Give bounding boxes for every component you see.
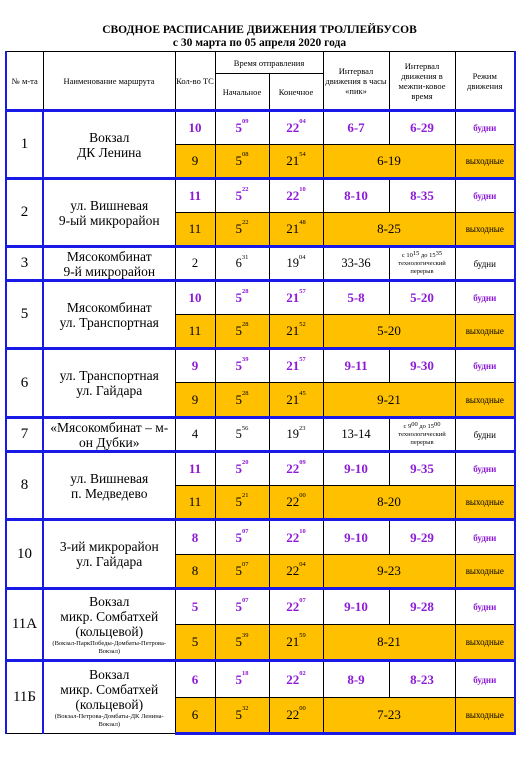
route-path-note: (Вокзал-ПаркПобеды-Домбаты-Петрова-Вокзал) — [52, 639, 167, 655]
schedule-title: СВОДНОЕ РАСПИСАНИЕ ДВИЖЕНИЯ ТРОЛЛЕЙБУСОВ — [102, 24, 417, 36]
peak-interval: 6-7 — [323, 111, 389, 145]
time-minutes: 04 — [299, 561, 306, 568]
vehicle-count: 11 — [175, 315, 215, 349]
time-minutes: 22 — [242, 186, 249, 193]
time-minutes: 21 — [242, 492, 249, 499]
time-hours: 21 — [286, 221, 300, 236]
time-minutes: 31 — [241, 254, 249, 261]
vehicle-count: 9 — [175, 383, 215, 418]
route-row-weekday — [6, 179, 515, 213]
time-minutes: 08 — [242, 151, 249, 158]
offpeak-interval: 6-29 — [389, 111, 455, 145]
end-time — [269, 315, 323, 349]
start-time — [215, 145, 269, 179]
end-time — [269, 452, 323, 486]
time-hours: 22 — [286, 461, 300, 476]
end-time — [269, 698, 323, 734]
time-minutes: 10 — [299, 186, 306, 193]
route-name — [43, 452, 175, 520]
break-note-text: технологический перерыв — [398, 259, 446, 275]
route-number: 11Б — [6, 661, 43, 734]
end-time — [269, 213, 323, 247]
offpeak-interval: 9-35 — [389, 452, 455, 486]
time-hours: 5 — [235, 529, 242, 545]
route-name-line: Вокзал — [89, 129, 130, 145]
start-time — [215, 349, 269, 383]
vehicle-count: 6 — [175, 661, 215, 698]
start-time — [215, 520, 269, 555]
route-name-line: ул. Вишневая — [70, 470, 149, 486]
time-hours: 22 — [286, 494, 300, 509]
start-time — [215, 281, 269, 315]
route-row-plain — [6, 247, 515, 281]
header-peak: Интервал движения в часы «пик» — [323, 52, 389, 111]
route-number: 5 — [6, 281, 43, 349]
vehicle-count: 6 — [175, 698, 215, 734]
end-time — [269, 418, 323, 452]
route-name-line: Мясокомбинат — [66, 299, 152, 315]
start-time — [215, 111, 269, 145]
break-note-to-min: 35 — [435, 249, 443, 257]
end-time — [269, 486, 323, 520]
interval: 9-23 — [323, 555, 455, 589]
end-time — [269, 349, 323, 383]
mode: будни — [455, 589, 515, 625]
peak-interval: 9-11 — [323, 349, 389, 383]
route-name-line: 3-ий микрорайон — [59, 539, 159, 554]
vehicle-count: 9 — [175, 349, 215, 383]
route-name — [43, 520, 175, 589]
route-number: 2 — [6, 179, 43, 247]
time-hours: 5 — [235, 188, 242, 203]
time-hours: 21 — [286, 323, 300, 338]
route-name-line: ул. Вишневая — [70, 197, 149, 213]
start-time — [215, 213, 269, 247]
mode: будни — [455, 661, 515, 698]
time-hours: 5 — [235, 461, 242, 476]
time-hours: 5 — [235, 391, 242, 407]
route-name-line: 9-й микрорайон — [63, 263, 156, 279]
route-name-line: Вокзал — [89, 666, 130, 682]
route-name — [43, 661, 175, 734]
interval: 7-23 — [323, 698, 455, 734]
break-note — [389, 247, 455, 281]
time-minutes: 39 — [242, 356, 249, 363]
route-name-line: микр. Сомбатхей — [60, 681, 159, 697]
route-number: 11А — [6, 589, 43, 661]
mode: выходные — [455, 486, 515, 520]
header-row — [6, 52, 515, 74]
mode: выходные — [455, 315, 515, 349]
time-hours: 21 — [286, 358, 300, 373]
time-minutes: 32 — [242, 705, 249, 712]
vehicle-count: 9 — [175, 145, 215, 179]
route-row-weekday — [6, 111, 515, 145]
route-name — [43, 349, 175, 418]
mode: будни — [455, 418, 515, 452]
start-time — [215, 315, 269, 349]
end-time — [269, 555, 323, 589]
route-name — [43, 179, 175, 247]
time-hours: 22 — [286, 188, 300, 203]
route-name-line: он Дубки» — [78, 434, 140, 450]
mode: выходные — [455, 213, 515, 247]
time-hours: 5 — [235, 494, 242, 509]
time-minutes: 00 — [299, 705, 306, 712]
mode: будни — [455, 247, 515, 281]
start-time — [215, 555, 269, 589]
route-row-weekday — [6, 589, 515, 625]
interval: 8-20 — [323, 486, 455, 520]
start-time — [215, 179, 269, 213]
mode: будни — [455, 179, 515, 213]
start-time — [215, 661, 269, 698]
vehicle-count: 8 — [175, 520, 215, 555]
peak-interval: 9-10 — [323, 520, 389, 555]
time-hours: 22 — [286, 707, 300, 722]
header-count: Кол-во ТС — [175, 52, 215, 111]
end-time — [269, 145, 323, 179]
break-note-to-min: 00 — [434, 420, 441, 428]
route-number: 8 — [6, 452, 43, 520]
route-name-line: 9-ый микрорайон — [58, 212, 160, 228]
time-hours: 22 — [286, 599, 300, 614]
time-hours: 21 — [286, 153, 300, 168]
time-hours: 5 — [235, 563, 242, 578]
time-minutes: 22 — [242, 219, 249, 226]
header-end: Конечное — [269, 74, 323, 111]
time-minutes: 07 — [242, 527, 249, 535]
vehicle-count: 11 — [175, 213, 215, 247]
mode: выходные — [455, 145, 515, 179]
peak-interval: 9-10 — [323, 452, 389, 486]
time-minutes: 39 — [242, 632, 249, 639]
time-hours: 21 — [286, 391, 300, 407]
start-time — [215, 452, 269, 486]
time-hours: 5 — [235, 153, 242, 168]
peak-interval: 8-10 — [323, 179, 389, 213]
time-hours: 6 — [235, 256, 242, 270]
header-offpeak: Интервал движения в межпи-ковое время — [389, 52, 455, 111]
break-note-to: до 15 — [417, 422, 435, 430]
route-name-line: «Мясокомбинат – м- — [50, 419, 169, 435]
time-hours: 5 — [235, 671, 242, 687]
end-time — [269, 520, 323, 555]
mode: будни — [455, 281, 515, 315]
break-note-to: до 15 — [419, 251, 436, 259]
route-name-line: микр. Сомбатхей — [60, 608, 159, 624]
route-path-note: (Вокзал-Петрова-Домбаты-ДК Ленина-Вокзал) — [54, 712, 164, 728]
time-hours: 19 — [286, 256, 299, 270]
mode: выходные — [455, 555, 515, 589]
offpeak-interval: 9-29 — [389, 520, 455, 555]
header-num: № м-та — [6, 52, 43, 111]
interval: 8-25 — [323, 213, 455, 247]
time-hours: 22 — [286, 120, 300, 135]
time-hours: 22 — [286, 671, 300, 687]
time-hours: 5 — [235, 120, 242, 135]
time-hours: 21 — [286, 634, 300, 649]
route-name — [43, 281, 175, 349]
route-name — [43, 111, 175, 179]
offpeak-interval: 5-20 — [389, 281, 455, 315]
time-hours: 22 — [286, 529, 300, 545]
mode: будни — [455, 520, 515, 555]
interval: 5-20 — [323, 315, 455, 349]
schedule-table — [5, 51, 516, 735]
peak-interval: 8-9 — [323, 661, 389, 698]
route-name-line: Вокзал — [89, 593, 130, 609]
peak-interval: 9-10 — [323, 589, 389, 625]
time-minutes: 20 — [242, 459, 249, 466]
start-time — [215, 383, 269, 418]
route-row-weekday — [6, 520, 515, 555]
route-number: 6 — [6, 349, 43, 418]
peak-interval: 5-8 — [323, 281, 389, 315]
offpeak-interval: 9-30 — [389, 349, 455, 383]
route-name-line: ул. Гайдара — [76, 554, 143, 569]
route-row-plain — [6, 418, 515, 452]
mode: будни — [455, 349, 515, 383]
vehicle-count: 4 — [175, 418, 215, 452]
schedule-period: с 30 марта по 05 апреля 2020 года — [172, 37, 347, 49]
interval: 6-19 — [323, 145, 455, 179]
end-time — [269, 589, 323, 625]
route-name-line: (кольцевой) — [75, 696, 144, 712]
route-row-weekday — [6, 349, 515, 383]
end-time — [269, 247, 323, 281]
offpeak-interval: 8-23 — [389, 661, 455, 698]
vehicle-count: 11 — [175, 452, 215, 486]
time-minutes: 07 — [242, 561, 249, 568]
time-minutes: 09 — [242, 118, 249, 125]
route-row-weekday — [6, 661, 515, 698]
route-name — [43, 589, 175, 661]
time-minutes: 23 — [299, 425, 306, 432]
header-mode: Режим движения — [455, 52, 515, 111]
time-minutes: 02 — [299, 669, 306, 677]
time-minutes: 18 — [242, 669, 249, 677]
time-minutes: 07 — [242, 597, 249, 604]
interval: 9-21 — [323, 383, 455, 418]
route-row-weekday — [6, 452, 515, 486]
time-minutes: 57 — [299, 288, 306, 295]
start-time — [215, 247, 269, 281]
time-minutes: 04 — [299, 118, 306, 125]
end-time — [269, 281, 323, 315]
break-note-from-min: 15 — [412, 249, 420, 257]
time-minutes: 52 — [299, 321, 306, 328]
route-name — [43, 247, 175, 281]
break-note-from: с 10 — [401, 251, 413, 259]
peak-interval: 33-36 — [323, 247, 389, 281]
break-note — [389, 418, 455, 452]
time-hours: 5 — [235, 323, 242, 338]
vehicle-count: 2 — [175, 247, 215, 281]
mode: выходные — [455, 625, 515, 661]
vehicle-count: 8 — [175, 555, 215, 589]
time-minutes: 45 — [299, 389, 306, 397]
end-time — [269, 661, 323, 698]
end-time — [269, 383, 323, 418]
interval: 8-21 — [323, 625, 455, 661]
time-minutes: 07 — [299, 597, 306, 604]
route-name-line: (кольцевой) — [75, 623, 144, 639]
mode: выходные — [455, 383, 515, 418]
time-minutes: 00 — [299, 492, 306, 499]
time-hours: 19 — [286, 427, 299, 441]
header-start: Начальное — [215, 74, 269, 111]
break-note-text: технологический перерыв — [398, 430, 446, 446]
time-minutes: 28 — [242, 321, 249, 328]
offpeak-interval: 9-28 — [389, 589, 455, 625]
start-time — [215, 625, 269, 661]
time-hours: 5 — [235, 634, 242, 649]
route-name-line: ул. Транспортная — [59, 368, 159, 383]
route-row-weekday — [6, 281, 515, 315]
route-name-line: ДК Ленина — [77, 144, 142, 160]
mode: будни — [455, 452, 515, 486]
time-hours: 21 — [286, 290, 300, 305]
time-hours: 5 — [235, 707, 242, 722]
route-name-line: ул. Гайдара — [76, 383, 143, 398]
route-name-line: ул. Транспортная — [59, 314, 159, 330]
header-route: Наименование маршрута — [43, 52, 175, 111]
time-hours: 22 — [286, 563, 300, 578]
route-name — [43, 418, 175, 452]
vehicle-count: 11 — [175, 486, 215, 520]
start-time — [215, 418, 269, 452]
time-hours: 5 — [235, 290, 242, 305]
time-minutes: 59 — [299, 632, 306, 639]
time-minutes: 28 — [242, 288, 249, 295]
route-number: 1 — [6, 111, 43, 179]
end-time — [269, 111, 323, 145]
break-note-from: с 9 — [403, 422, 412, 430]
time-hours: 5 — [235, 358, 242, 373]
time-minutes: 48 — [299, 219, 306, 226]
route-number: 10 — [6, 520, 43, 589]
start-time — [215, 486, 269, 520]
offpeak-interval: 8-35 — [389, 179, 455, 213]
route-number: 3 — [6, 247, 43, 281]
peak-interval: 13-14 — [323, 418, 389, 452]
time-minutes: 28 — [242, 389, 249, 397]
time-minutes: 04 — [299, 254, 306, 261]
time-minutes: 56 — [241, 425, 249, 432]
time-minutes: 57 — [299, 356, 306, 363]
route-number: 7 — [6, 418, 43, 452]
time-minutes: 09 — [299, 459, 306, 466]
route-name-line: п. Медведево — [71, 485, 148, 501]
start-time — [215, 698, 269, 734]
start-time — [215, 589, 269, 625]
vehicle-count: 5 — [175, 625, 215, 661]
time-minutes: 10 — [299, 527, 306, 535]
mode: будни — [455, 111, 515, 145]
end-time — [269, 179, 323, 213]
vehicle-count: 10 — [175, 111, 215, 145]
end-time — [269, 625, 323, 661]
time-hours: 5 — [235, 599, 242, 614]
time-hours: 5 — [235, 427, 242, 441]
mode: выходные — [455, 698, 515, 734]
header-departure: Время отправления — [215, 52, 323, 74]
time-minutes: 54 — [299, 151, 306, 158]
time-hours: 5 — [235, 221, 242, 236]
break-note-from-min: 00 — [411, 420, 418, 428]
vehicle-count: 10 — [175, 281, 215, 315]
route-name-line: Мясокомбинат — [66, 248, 152, 264]
vehicle-count: 5 — [175, 589, 215, 625]
vehicle-count: 11 — [175, 179, 215, 213]
